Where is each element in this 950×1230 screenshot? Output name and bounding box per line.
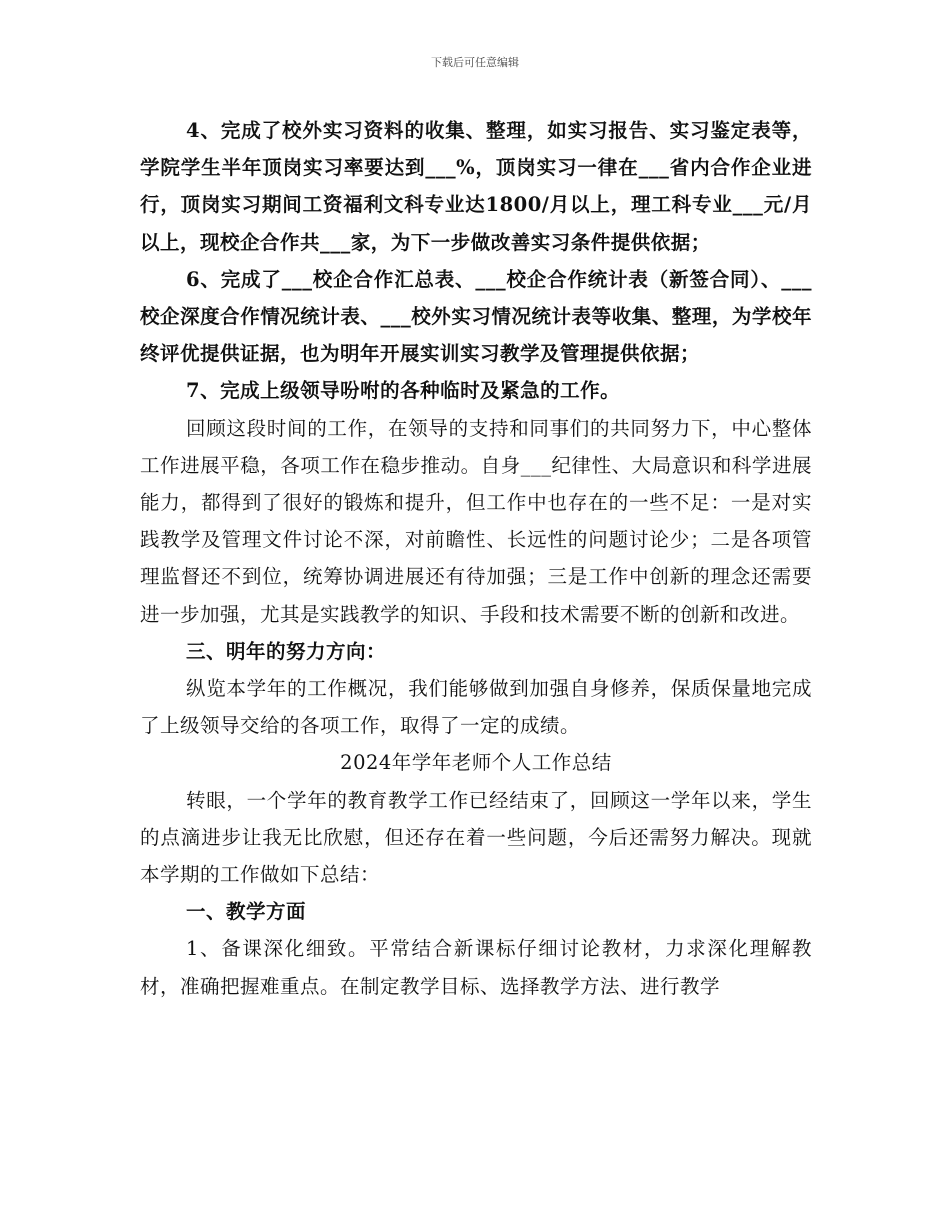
page-header: 下载后可任意编辑 — [431, 56, 519, 69]
paragraph-item-6: 6、完成了___校企合作汇总表、___校企合作统计表（新签合同）、___校企深度合作情况统计表、___校外实习情况统计表等收集、整理，为学校年终评优提供证据，也为明年开展实训实习教学及管理提供依据； — [140, 267, 812, 366]
section-heading-next-year: 三、明年的努力方向： — [186, 639, 387, 663]
paragraph-intro: 转眼，一个学年的教育教学工作已经结束了，回顾这一学年以来，学生的点滴进步让我无比欣慰，但还存在着一些问题，今后还需努力解决。现就本学期的工作做如下总结： — [140, 788, 812, 887]
document-body — [140, 112, 812, 1005]
section-heading-teaching: 一、教学方面 — [186, 900, 307, 924]
paragraph-item-7: 7、完成上级领导吩咐的各种临时及紧急的工作。 — [186, 379, 621, 403]
paragraph-overview: 纵览本学年的工作概况，我们能够做到加强自身修养，保质保量地完成了上级领导交给的各项工作，取得了一定的成绩。 — [140, 677, 812, 738]
paragraph-lesson-prep: 1、备课深化细致。平常结合新课标仔细讨论教材，力求深化理解教材，准确把握难重点。在制定教学目标、选择教学方法、进行教学 — [140, 937, 812, 998]
paragraph-item-4: 4、完成了校外实习资料的收集、整理，如实习报告、实习鉴定表等，学院学生半年顶岗实习率要达到___%，顶岗实习一律在___省内合作企业进行，顶岗实习期间工资福利文科专业达1800/月以上，理工科专业___元/月以上，现校企合作共___家，为下一步做改善实习条件提供依据； — [140, 119, 812, 254]
paragraph-review: 回顾这段时间的工作，在领导的支持和同事们的共同努力下，中心整体工作进展平稳，各项工作在稳步推动。自身___纪律性、大局意识和科学进展能力，都得到了很好的锻炼和提升，但工作中也存在的一些不足：一是对实践教学及管理文件讨论不深，对前瞻性、长远性的问题讨论少；二是各项管理监督还不到位，统筹协调进展还有待加强；三是工作中创新的理念还需要进一步加强，尤其是实践教学的知识、手段和技术需要不断的创新和改进。 — [140, 416, 812, 626]
document-title: 2024年学年老师个人工作总结 — [340, 751, 612, 775]
